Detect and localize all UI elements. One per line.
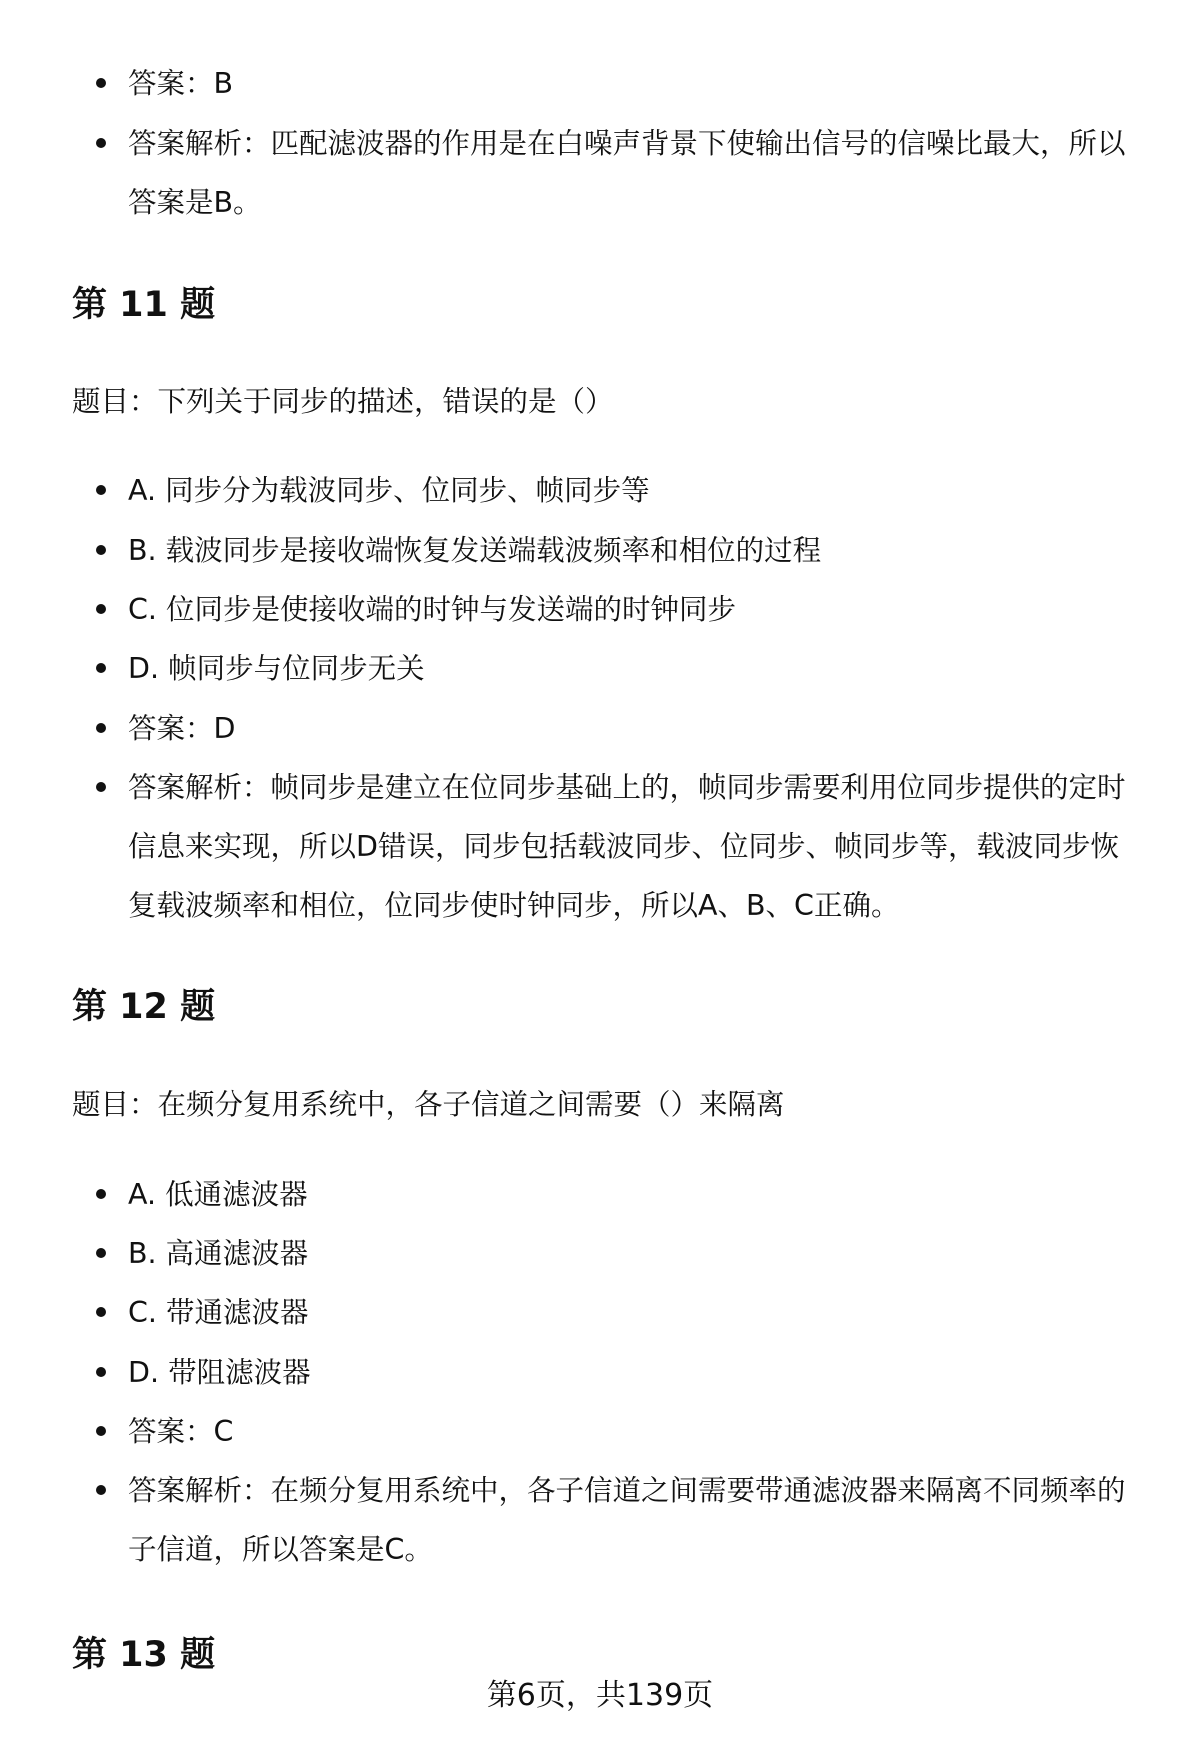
question-heading: 第 12 题 [72, 987, 216, 1027]
bullet-icon [96, 663, 106, 673]
bullet-icon [96, 138, 106, 148]
bullet-icon [96, 1307, 106, 1317]
bullet-icon [96, 1189, 106, 1199]
bullet-icon [96, 545, 106, 555]
question-heading: 第 11 题 [72, 285, 216, 325]
explanation-text: 答案解析：在频分复用系统中，各子信道之间需要带通滤波器来隔离不同频率的子信道，所以答案是C。 [128, 1474, 1126, 1566]
answer-text: 答案：B [128, 67, 234, 100]
bullet-icon [96, 1367, 106, 1377]
option-d: D. 帧同步与位同步无关 [128, 652, 425, 685]
option-c: C. 位同步是使接收端的时钟与发送端的时钟同步 [128, 593, 737, 626]
bullet-icon [96, 485, 106, 495]
explanation-text: 答案解析：匹配滤波器的作用是在白噪声背景下使输出信号的信噪比最大，所以答案是B。 [128, 127, 1126, 219]
bullet-icon [96, 604, 106, 614]
question-heading: 第 13 题 [72, 1635, 216, 1675]
option-a: A. 同步分为载波同步、位同步、帧同步等 [128, 474, 650, 507]
option-b: B. 高通滤波器 [128, 1237, 309, 1270]
page-indicator: 第6页，共139页 [486, 1678, 714, 1713]
explanation-text: 答案解析：帧同步是建立在位同步基础上的，帧同步需要利用位同步提供的定时信息来实现，所以D错误，同步包括载波同步、位同步、帧同步等，载波同步恢复载波频率和相位，位同步使时钟同步，所以A、B、C正确。 [128, 771, 1126, 922]
option-a: A. 低通滤波器 [128, 1178, 308, 1211]
option-c: C. 带通滤波器 [128, 1296, 309, 1329]
bullet-icon [96, 78, 106, 88]
bullet-icon [96, 1248, 106, 1258]
option-b: B. 载波同步是接收端恢复发送端载波频率和相位的过程 [128, 534, 822, 567]
option-d: D. 带阻滤波器 [128, 1356, 311, 1389]
question-text: 题目：在频分复用系统中，各子信道之间需要（）来隔离 [72, 1088, 785, 1121]
bullet-icon [96, 782, 106, 792]
answer-text: 答案：D [128, 712, 236, 745]
bullet-icon [96, 723, 106, 733]
bullet-icon [96, 1485, 106, 1495]
question-text: 题目：下列关于同步的描述，错误的是（） [72, 385, 614, 418]
answer-text: 答案：C [128, 1415, 234, 1448]
bullet-icon [96, 1426, 106, 1436]
